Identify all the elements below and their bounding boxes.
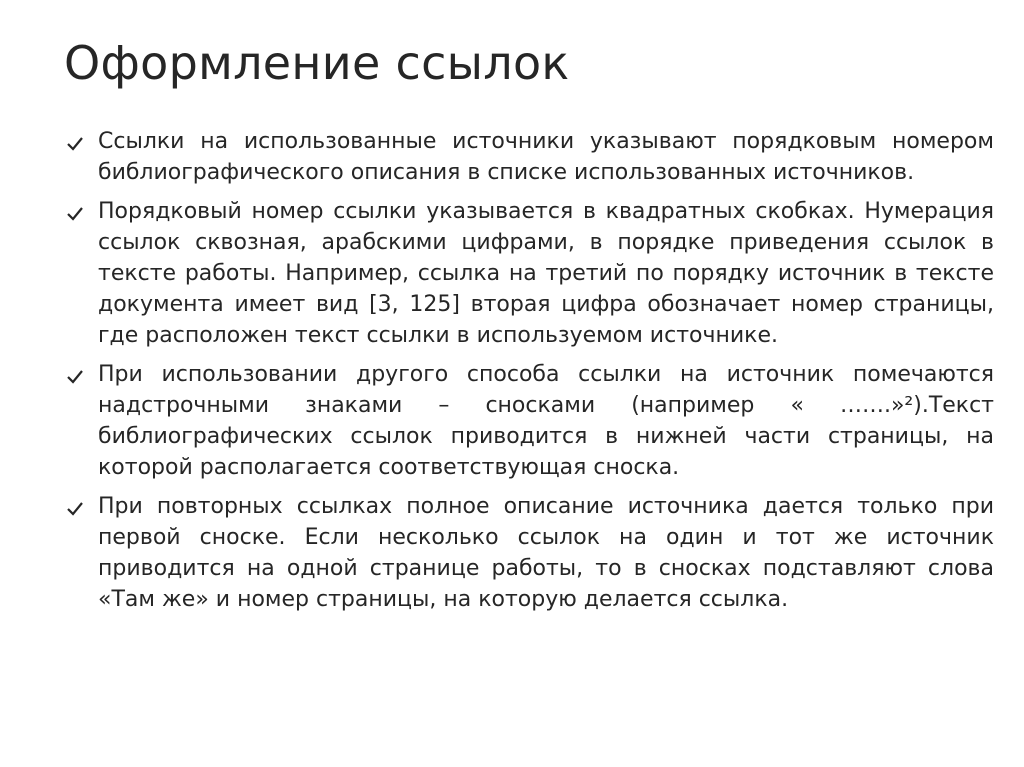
list-item xyxy=(64,126,994,188)
list-item xyxy=(64,196,994,351)
bullet-text: При использовании другого способа ссылки на источник помечаются надстрочными знаками – сносками (например « …….»²).Текст библиографических ссылок приводится в нижней части страницы, на которой располагается соответствующая сноска. xyxy=(98,362,994,480)
arrow-check-bullet-icon xyxy=(66,500,84,518)
bullet-text: При повторных ссылках полное описание источника дается только при первой сноске. Если несколько ссылок на один и тот же источник приводится на одной странице работы, то в сносках подставляют слова «Там же» и номер страницы, на которую делается ссылка. xyxy=(98,494,994,612)
slide-title: Оформление ссылок xyxy=(64,36,570,90)
bullet-text: Ссылки на использованные источники указывают порядковым номером библиографического описания в списке использованных источников. xyxy=(98,129,994,185)
arrow-check-bullet-icon xyxy=(66,205,84,223)
bullet-text: Порядковый номер ссылки указывается в квадратных скобках. Нумерация ссылок сквозная, арабскими цифрами, в порядке приведения ссылок в тексте работы. Например, ссылка на третий по порядку источник в тексте документа имеет вид [3, 125] вторая цифра обозначает номер страницы, где расположен текст ссылки в используемом источнике. xyxy=(98,199,994,348)
list-item xyxy=(64,359,994,483)
bullet-list xyxy=(64,126,994,623)
arrow-check-bullet-icon xyxy=(66,135,84,153)
list-item xyxy=(64,491,994,615)
arrow-check-bullet-icon xyxy=(66,368,84,386)
